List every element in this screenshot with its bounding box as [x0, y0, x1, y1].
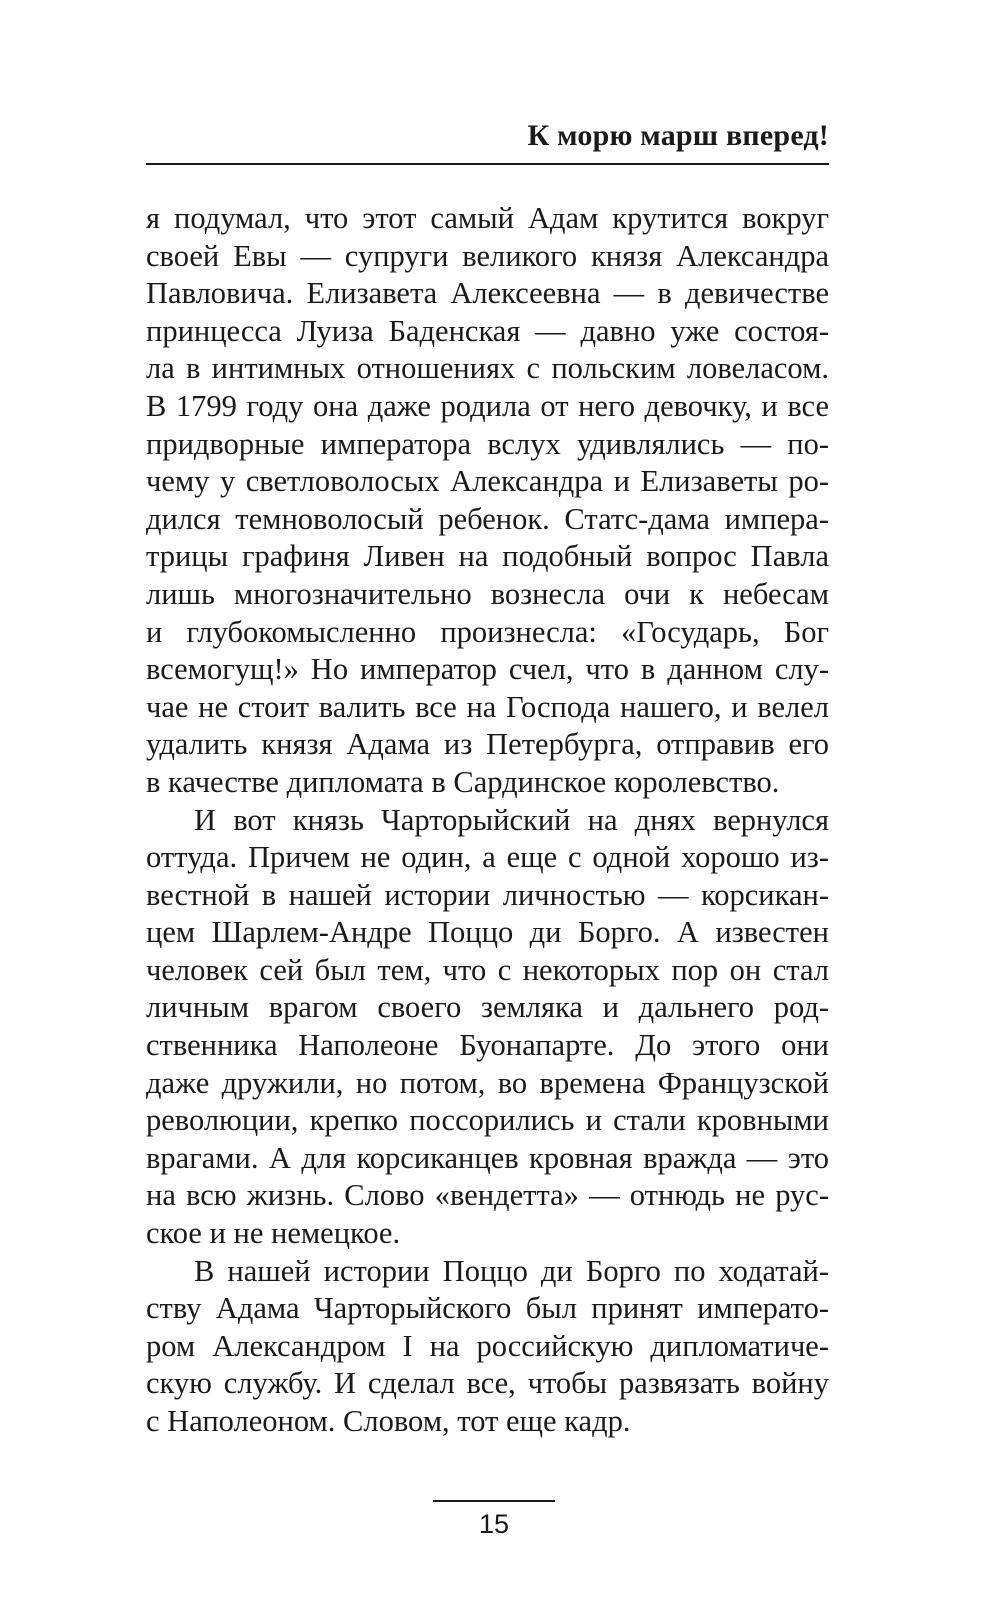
page-number: 15 — [478, 1509, 510, 1539]
text-line: своей Евы — супруги великого князя Александра — [146, 238, 829, 273]
text-line: ству Адама Чарторыйского был принят императо- — [146, 1291, 829, 1326]
text-line: чае не стоит валить все на Господа нашего, и велел — [146, 689, 829, 724]
text-line: я подумал, что этот самый Адам крутится вокруг — [146, 201, 829, 235]
text-line: личным врагом своего земляка и дальнего род- — [146, 990, 829, 1025]
text-line: принцесса Луиза Баденская — давно уже состоя- — [146, 313, 829, 348]
text-line: на всю жизнь. Слово «вендетта» — отнюдь не рус- — [146, 1178, 829, 1213]
text-line: чему у светловолосых Александра и Елизаветы ро- — [146, 464, 829, 499]
text-line: В 1799 году она даже родила от него девочку, и все — [146, 388, 829, 423]
text-line: Павловича. Елизавета Алексеевна — в девичестве — [146, 276, 829, 311]
text-line: всемогущ!» Но император счел, что в данном слу- — [146, 652, 829, 687]
paragraph-first-line: В нашей истории Поццо ди Борго по ходатай- — [194, 1253, 829, 1288]
text-line: скую службу. И сделал все, чтобы развязать войну — [146, 1366, 829, 1401]
text-line: оттуда. Причем не один, а еще с одной хорошо из- — [146, 840, 829, 875]
text-line: ское и не немецкое. — [146, 1216, 401, 1251]
footer-rule — [433, 1500, 555, 1502]
text-line: трицы графиня Ливен на подобный вопрос Павла — [146, 539, 829, 574]
text-line: дился темноволосый ребенок. Статс-дама импера- — [146, 501, 829, 536]
text-line: придворные императора вслух удивлялись — по- — [146, 426, 829, 461]
header-rule — [146, 163, 829, 165]
text-line: ла в интимных отношениях с польским ловеласом. — [146, 351, 829, 386]
text-line: в качестве дипломата в Сардинское королевство. — [146, 764, 780, 799]
text-line: даже дружили, но потом, во времена Французской — [146, 1065, 829, 1100]
text-line: ственника Наполеоне Буонапарте. До этого они — [146, 1028, 829, 1063]
body-text — [146, 200, 829, 1441]
text-line: революции, крепко поссорились и стали кровными — [146, 1103, 829, 1138]
text-line: цем Шарлем-Андре Поццо ди Борго. А известен — [146, 915, 829, 950]
running-title: К морю марш вперед! — [527, 119, 829, 152]
paragraph-first-line: И вот князь Чарторыйский на днях вернулся — [194, 802, 829, 837]
text-line: ром Александром I на российскую дипломатиче- — [146, 1328, 829, 1363]
text-line: врагами. А для корсиканцев кровная вражда — это — [146, 1140, 829, 1175]
text-line: человек сей был тем, что с некоторых пор он стал — [146, 952, 829, 987]
text-line: лишь многозначительно вознесла очи к небесам — [146, 576, 829, 611]
text-line: удалить князя Адама из Петербурга, отправив его — [146, 727, 829, 762]
text-line: и глубокомысленно произнесла: «Государь, Бог — [146, 614, 829, 649]
text-line: с Наполеоном. Словом, тот еще кадр. — [146, 1404, 631, 1438]
text-line: вестной в нашей истории личностью — корсикан- — [146, 877, 829, 912]
